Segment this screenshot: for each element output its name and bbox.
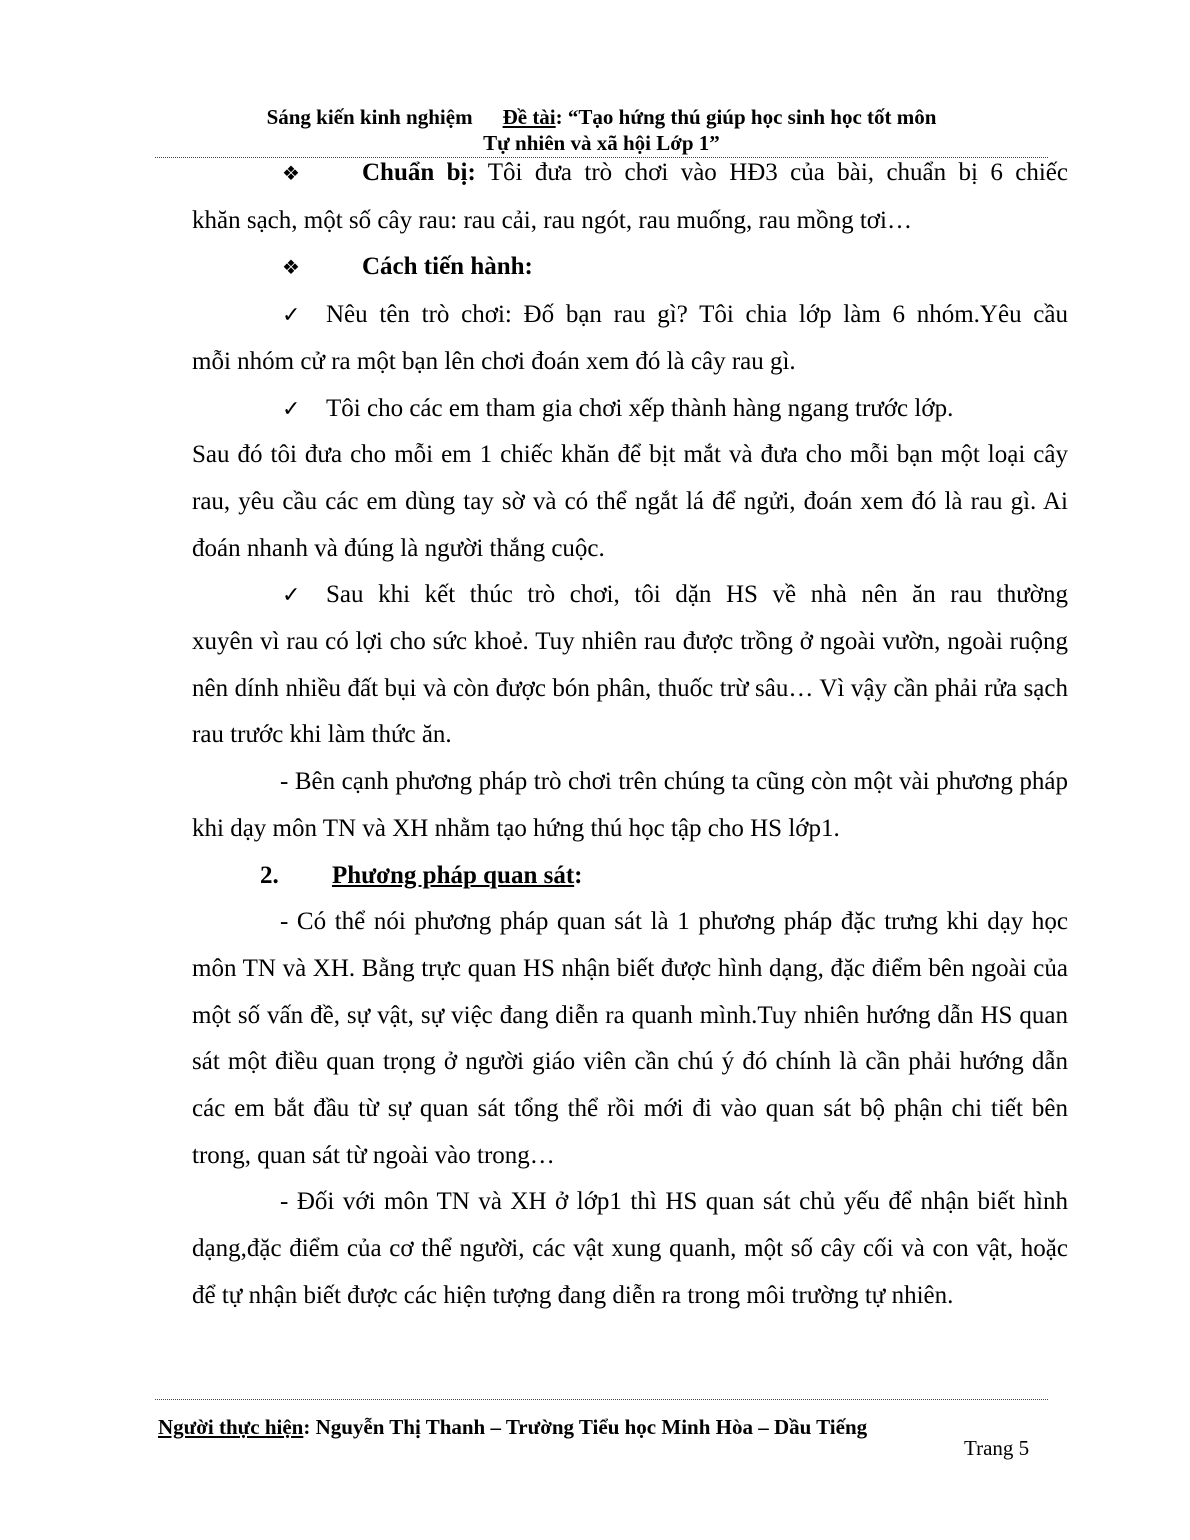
header-line-1 [155, 104, 1048, 130]
prep-label: Chuẩn bị: [362, 159, 476, 186]
footer-divider [155, 1399, 1048, 1400]
paragraph-observe-2: - Đối với môn TN và XH ở lớp1 thì HS quan sát chủ yếu để nhận biết hình dạng,đặc điểm của cơ thể người, các vật xung quanh, một số cây cối và con vật, hoặc để tự nhận biết được các hiện tượng đang diễn ra trong môi trường tự nhiên. [192, 1188, 1068, 1309]
page-footer [158, 1413, 867, 1441]
step-1-first-line: Nêu tên trò chơi: Đố bạn rau gì? Tôi chia lớp làm 6 nhóm.Yêu cầu [326, 301, 1068, 329]
diamond-bullet-icon: ❖ [282, 257, 300, 280]
section-number: 2. [260, 861, 279, 889]
section-title: Phương pháp quan sát [332, 861, 575, 889]
method-label: Cách tiến hành: [362, 253, 533, 281]
step-2-first-line: Tôi cho các em tham gia chơi xếp thành hàng ngang trước lớp. [326, 394, 954, 422]
step-1-line [192, 292, 1068, 339]
prep-text-line-1: Tôi đưa trò chơi vào HĐ3 của bài, chuẩn bị 6 chiếc [475, 159, 1068, 186]
paragraph-observe-1: - Có thể nói phương pháp quan sát là 1 phương pháp đặc trưng khi dạy học môn TN và XH. Bằng trực quan HS nhận biết được hình dạng, đặc điểm bên ngoài của một số vấn đề, sự vật, sự việc đang diễn ra quanh mình.Tuy nhiên hướng dẫn HS quan sát một điều quan trọng ở người giáo viên cần chú ý đó chính là cần phải hướng dẫn các em bắt đầu từ sự quan sát tổng thể rồi mới đi vào quan sát bộ phận chi tiết bên trong, quan sát từ ngoài vào trong… [192, 908, 1068, 1169]
prep-bullet-line [192, 150, 1068, 198]
step-3-first-line: Sau khi kết thúc trò chơi, tôi dặn HS về nhà nên ăn rau thường [326, 581, 1068, 609]
page-body [192, 150, 1068, 1320]
check-bullet-icon: ✓ [282, 302, 301, 328]
header-topic-line-1: : “Tạo hứng thú giúp học sinh học tốt môn [555, 105, 937, 129]
footer-author-label: Người thực hiện [158, 1415, 304, 1439]
prep-text-line-2: khăn sạch, một số cây rau: rau cải, rau ngót, rau muống, rau mồng tơi… [192, 206, 912, 234]
footer-author-text: : Nguyễn Thị Thanh – Trường Tiểu học Minh Hòa – Dầu Tiếng [303, 1415, 868, 1439]
section-colon: : [574, 861, 583, 889]
step-3-continuation: xuyên vì rau có lợi cho sức khoẻ. Tuy nhiên rau được trồng ở ngoài vườn, ngoài ruộng nên dính nhiều đất bụi và còn được bón phân, thuốc trừ sâu… Vì vậy cần phải rửa sạch rau trước khi làm thức ăn. [192, 628, 1068, 749]
check-bullet-icon: ✓ [282, 395, 301, 421]
step-2-line [192, 386, 1068, 433]
prep-line-1 [362, 150, 1068, 197]
header-left-label: Sáng kiến kinh nghiệm [266, 105, 473, 129]
section-heading [192, 853, 1068, 900]
method-bullet-line [192, 244, 1068, 292]
diamond-bullet-icon: ❖ [282, 163, 300, 185]
paragraph-other-methods: - Bên cạnh phương pháp trò chơi trên chúng ta cũng còn một vài phương pháp khi dạy môn TN và XH nhằm tạo hứng thú học tập cho HS lớp1. [192, 768, 1068, 842]
step-2-continuation: Sau đó tôi đưa cho mỗi em 1 chiếc khăn để bịt mắt và đưa cho mỗi bạn một loại cây rau, yêu cầu các em dùng tay sờ và có thể ngắt lá để ngửi, đoán xem đó là rau gì. Ai đoán nhanh và đúng là người thắng cuộc. [192, 441, 1068, 562]
header-topic-line-2: Tự nhiên và xã hội Lớp 1” [483, 131, 720, 155]
step-1-continuation: mỗi nhóm cử ra một bạn lên chơi đoán xem đó là cây rau gì. [192, 347, 796, 375]
page-header [155, 104, 1048, 156]
page-number: Trang 5 [964, 1436, 1030, 1460]
header-topic-label: Đề tài [502, 105, 556, 129]
check-bullet-icon: ✓ [282, 582, 301, 608]
step-3-line [192, 572, 1068, 619]
